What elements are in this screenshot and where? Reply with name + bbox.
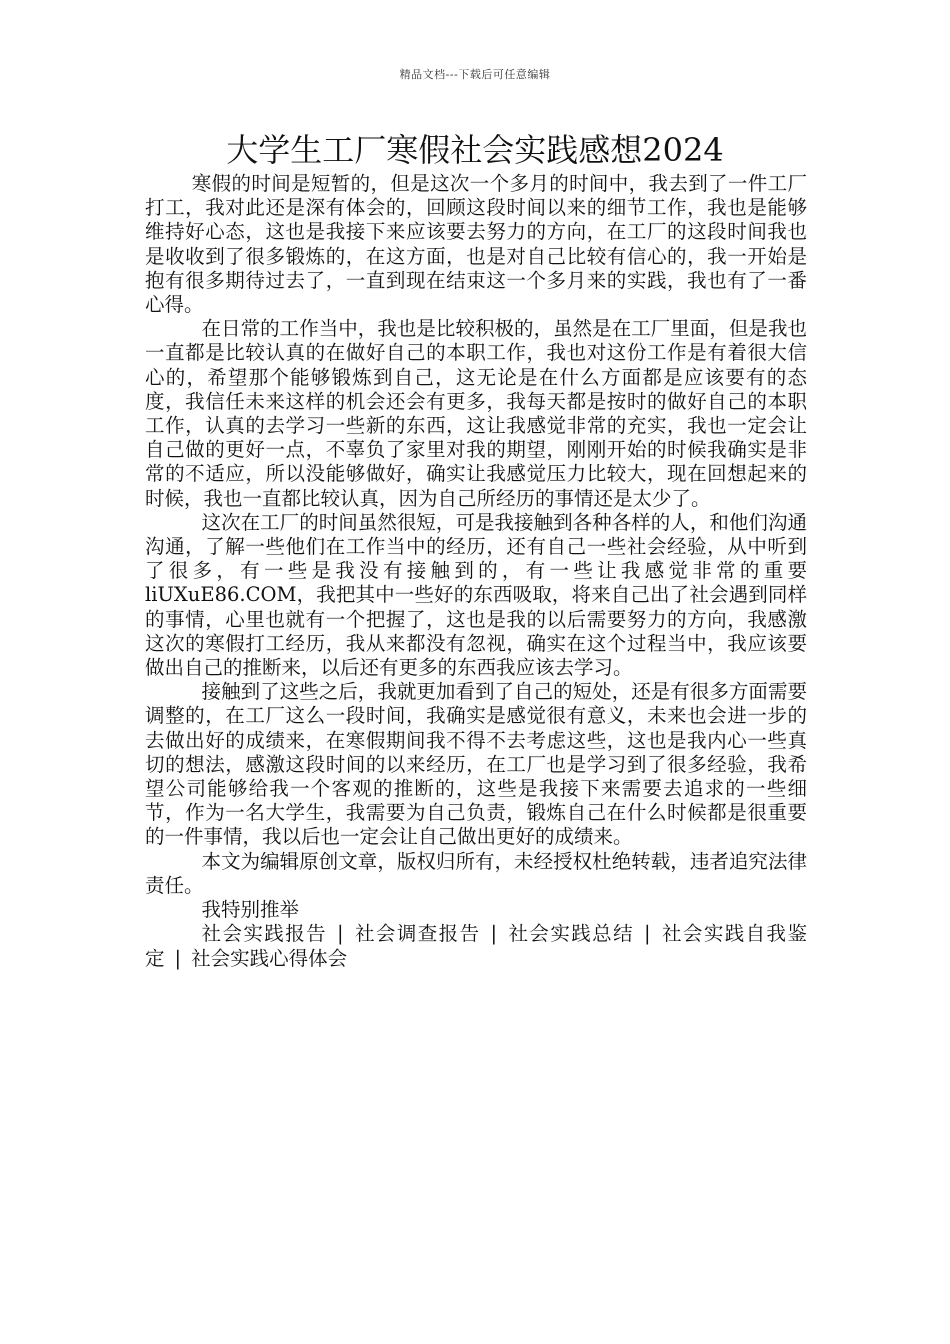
document-title: 大学生工厂寒假社会实践感想2024: [226, 131, 724, 169]
related-link-practice-summary[interactable]: 社会实践总结: [507, 922, 634, 946]
page-header: 精品文档---下载后可任意编辑: [399, 68, 551, 81]
related-link-self-appraisal[interactable]: 社会实践自我鉴定: [145, 922, 807, 970]
link-separator: |: [337, 922, 344, 946]
paragraph-4: 接触到了这些之后，我就更加看到了自己的短处，还是有很多方面需要调整的，在工厂这么一段时间，我确实是感觉很有意义，未来也会进一步的去做出好的成绩来，在寒假期间我不得不去考虑这些，这也是我内心一些真切的想法，感激这段时间的以来经历，在工厂也是学习到了很多经验，我希望公司能够给我一个客观的推断的，这些是我接下来需要去追求的一些细节，作为一名大学生，我需要为自己负责，锻炼自己在什么时候都是很重要的一件事情，我以后也一定会让自己做出更好的成绩来。: [145, 680, 807, 849]
link-separator: |: [174, 946, 182, 970]
link-separator: |: [490, 922, 498, 946]
related-link-survey-report[interactable]: 社会调查报告: [353, 922, 481, 946]
copyright-notice: 本文为编辑原创文章，版权归所有，未经授权杜绝转载，违者追究法律责任。: [145, 849, 807, 897]
document-body: [145, 172, 807, 971]
paragraph-2: 在日常的工作当中，我也是比较积极的，虽然是在工厂里面，但是我也一直都是比较认真的在做好自己的本职工作，我也对这份工作是有着很大信心的，希望那个能够锻炼到自己，这无论是在什么方面都是应该要有的态度，我信任未来这样的机会还会有更多，我每天都是按时的做好自己的本职工作，认真的去学习一些新的东西，这让我感觉非常的充实，我也一定会让自己做的更好一点，不辜负了家里对我的期望，刚刚开始的时候我确实是非常的不适应，所以没能够做好，确实让我感觉压力比较大，现在回想起来的时候，我也一直都比较认真，因为自己所经历的事情还是太少了。: [145, 317, 807, 510]
related-link-practice-report[interactable]: 社会实践报告: [201, 922, 328, 946]
link-separator: |: [644, 922, 651, 946]
recommend-label: 我特别推举: [201, 898, 300, 922]
related-links: [145, 922, 807, 970]
related-link-experience[interactable]: 社会实践心得体会: [191, 946, 348, 970]
paragraph-1: 寒假的时间是短暂的，但是这次一个多月的时间中，我去到了一件工厂打工，我对此还是深有体会的，回顾这段时间以来的细节工作，我也是能够维持好心态，这也是我接下来应该要去努力的方向，在工厂的这段时间我也是收收到了很多锻炼的，在这方面，也是对自己比较有信心的，我一开始是抱有很多期待过去了，一直到现在结束这一个多月来的实践，我也有了一番心得。: [145, 172, 807, 317]
paragraph-3: 这次在工厂的时间虽然很短，可是我接触到各种各样的人，和他们沟通沟通，了解一些他们在工作当中的经历，还有自己一些社会经验，从中听到了很多，有一些是我没有接触到的，有一些让我感觉非常的重要liUXuE86.COM，我把其中一些好的东西吸取，将来自己出了社会遇到同样的事情，心里也就有一个把握了，这也是我的以后需要努力的方向，我感激这次的寒假打工经历，我从来都没有忽视，确实在这个过程当中，我应该要做出自己的推断来，以后还有更多的东西我应该去学习。: [145, 510, 807, 680]
